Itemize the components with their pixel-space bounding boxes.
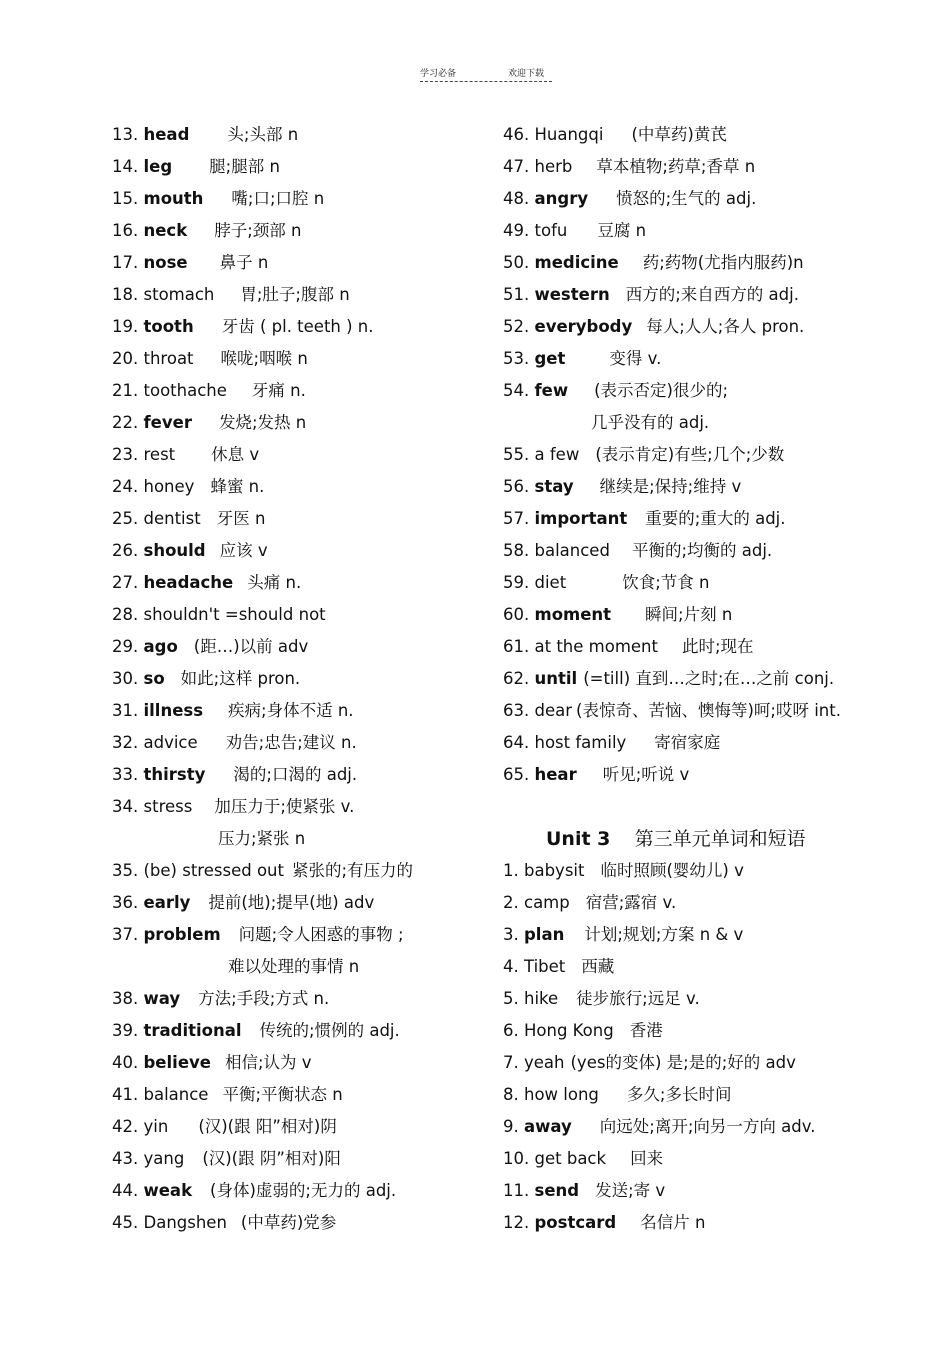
vocab-meaning: 发烧;发热 n [218, 413, 307, 432]
vocab-meaning: 发送;寄 v [595, 1181, 666, 1200]
vocab-word: traditional [143, 1021, 242, 1040]
vocab-meaning: (=till) 直到…之时;在…之前 conj. [583, 669, 835, 688]
vocab-entry [503, 1207, 943, 1239]
right-column-list [503, 119, 943, 791]
right-column [503, 119, 943, 1239]
header-divider [420, 81, 552, 82]
vocab-meaning: 腿;腿部 n [209, 157, 280, 176]
vocab-entry [112, 599, 492, 631]
vocab-number: 61. [503, 637, 530, 656]
vocab-meaning: 劝告;忠告;建议 n. [225, 733, 357, 752]
vocab-word: important [534, 509, 628, 528]
vocab-number: 2. [503, 893, 519, 912]
vocab-entry [503, 1175, 943, 1207]
vocab-entry [503, 1015, 943, 1047]
unit-label: Unit 3 [546, 828, 611, 850]
vocab-entry [503, 759, 943, 791]
vocab-word: angry [534, 189, 589, 208]
vocab-entry [503, 1079, 943, 1111]
vocab-entry [503, 855, 943, 887]
vocab-word: until [534, 669, 578, 688]
vocab-number: 13. [112, 125, 139, 144]
vocab-meaning: 变得 v. [609, 349, 662, 368]
vocab-number: 47. [503, 157, 530, 176]
vocab-word: toothache [143, 381, 227, 400]
vocab-entry [503, 567, 943, 599]
vocab-entry [112, 919, 492, 951]
vocab-word: thirsty [143, 765, 206, 784]
vocab-meaning: 草本植物;药草;香草 n [596, 157, 756, 176]
vocab-word: yin [143, 1117, 169, 1136]
header-left-text: 学习必备 [420, 69, 457, 79]
vocab-meaning: 几乎没有的 adj. [591, 413, 710, 432]
vocab-entry [112, 183, 492, 215]
vocab-number: 18. [112, 285, 139, 304]
vocab-number: 12. [503, 1213, 530, 1232]
vocab-meaning: 向远处;离开;向另一方向 adv. [599, 1117, 816, 1136]
vocab-number: 22. [112, 413, 139, 432]
vocab-entry [112, 503, 492, 535]
vocab-number: 39. [112, 1021, 139, 1040]
vocab-meaning: 临时照顾(婴幼儿) v [600, 861, 744, 880]
vocab-entry [112, 1047, 492, 1079]
vocab-meaning: 计划;规划;方案 n & v [584, 925, 744, 944]
vocab-entry [503, 151, 943, 183]
vocab-word: rest [143, 445, 176, 464]
vocab-word: hear [534, 765, 577, 784]
vocab-entry [503, 599, 943, 631]
vocab-word: shouldn't =should not [143, 605, 326, 624]
vocab-word: tofu [534, 221, 568, 240]
vocab-word: balance [143, 1085, 209, 1104]
vocab-meaning: 多久;多长时间 [626, 1085, 732, 1104]
vocab-entry [503, 119, 943, 151]
vocab-number: 58. [503, 541, 530, 560]
vocab-number: 60. [503, 605, 530, 624]
vocab-entry [503, 183, 943, 215]
vocab-number: 34. [112, 797, 139, 816]
vocab-entry [503, 215, 943, 247]
vocab-entry [112, 983, 492, 1015]
vocab-word: plan [524, 925, 565, 944]
vocab-meaning: 紧张的;有压力的 [291, 861, 414, 880]
vocab-meaning: 每人;人人;各人 pron. [646, 317, 805, 336]
vocab-word: head [143, 125, 190, 144]
vocab-word: dear [534, 701, 573, 720]
vocab-entry [503, 951, 943, 983]
vocab-word: send [534, 1181, 580, 1200]
vocab-entry [503, 695, 943, 727]
vocab-word: moment [534, 605, 612, 624]
vocab-number: 55. [503, 445, 530, 464]
vocab-number: 19. [112, 317, 139, 336]
vocab-entry [112, 727, 492, 759]
vocab-entry [112, 567, 492, 599]
vocab-number: 51. [503, 285, 530, 304]
vocab-meaning: (身体)虚弱的;无力的 adj. [210, 1181, 397, 1200]
vocab-meaning: 方法;手段;方式 n. [198, 989, 330, 1008]
vocab-meaning: (距…)以前 adv [193, 637, 309, 656]
vocab-word: Tibet [524, 957, 566, 976]
unit-title: 第三单元单词和短语 [634, 828, 806, 850]
vocab-number: 8. [503, 1085, 519, 1104]
vocab-word: way [143, 989, 181, 1008]
vocab-number: 17. [112, 253, 139, 272]
vocab-word: so [143, 669, 165, 688]
vocab-word: early [143, 893, 191, 912]
vocab-meaning: 愤怒的;生气的 adj. [616, 189, 757, 208]
vocab-meaning: 平衡的;均衡的 adj. [631, 541, 773, 560]
vocab-number: 46. [503, 125, 530, 144]
vocab-meaning: 渴的;口渴的 adj. [233, 765, 358, 784]
vocab-word: postcard [534, 1213, 617, 1232]
vocab-meaning: 传统的;惯例的 adj. [259, 1021, 400, 1040]
vocab-meaning: 相信;认为 v [224, 1053, 312, 1072]
vocab-number: 41. [112, 1085, 139, 1104]
vocab-entry [112, 1143, 492, 1175]
vocab-word: should [143, 541, 206, 560]
vocab-number: 42. [112, 1117, 139, 1136]
vocab-number: 50. [503, 253, 530, 272]
vocab-entry [503, 887, 943, 919]
vocab-entry [503, 1047, 943, 1079]
vocab-meaning: 压力;紧张 n [218, 829, 306, 848]
vocab-word: believe [143, 1053, 211, 1072]
vocab-number: 20. [112, 349, 139, 368]
vocab-meaning: 应该 v [219, 541, 268, 560]
vocab-number: 53. [503, 349, 530, 368]
vocab-number: 40. [112, 1053, 139, 1072]
vocab-meaning: 头;头部 n [227, 125, 299, 144]
vocab-number: 1. [503, 861, 519, 880]
vocab-meaning: 瞬间;片刻 n [645, 605, 733, 624]
vocab-meaning: 饮食;节食 n [622, 573, 710, 592]
vocab-word: away [524, 1117, 572, 1136]
vocab-meaning: 难以处理的事情 n [228, 957, 360, 976]
vocab-entry [112, 695, 492, 727]
vocab-meaning: 脖子;颈部 n [214, 221, 302, 240]
vocab-word: camp [524, 893, 570, 912]
vocab-meaning: (表示否定)很少的; [594, 381, 729, 400]
vocab-entry [112, 1015, 492, 1047]
vocab-number: 9. [503, 1117, 519, 1136]
vocab-word: stay [534, 477, 574, 496]
vocab-meaning: 如此;这样 pron. [180, 669, 301, 688]
vocab-word: stomach [143, 285, 215, 304]
vocab-entry [503, 1111, 943, 1143]
vocab-entry [112, 791, 492, 823]
vocab-word: Huangqi [534, 125, 604, 144]
vocab-number: 25. [112, 509, 139, 528]
vocab-word: host family [534, 733, 627, 752]
vocab-meaning: 名信片 n [640, 1213, 706, 1232]
vocab-number: 3. [503, 925, 519, 944]
vocab-number: 63. [503, 701, 530, 720]
vocab-meaning: 此时;现在 [681, 637, 754, 656]
vocab-number: 48. [503, 189, 530, 208]
vocab-entry [503, 727, 943, 759]
vocab-word: herb [534, 157, 573, 176]
vocab-entry [112, 663, 492, 695]
vocab-word: diet [534, 573, 567, 592]
vocab-meaning: (汉)(跟 阳”相对)阴 [198, 1117, 337, 1136]
vocab-meaning: (表惊奇、苦恼、懊悔等)呵;哎呀 int. [576, 701, 841, 720]
vocab-meaning: 香港 [629, 1021, 663, 1040]
vocab-entry [112, 631, 492, 663]
vocab-number: 11. [503, 1181, 530, 1200]
vocab-meaning: 宿营;露宿 v. [585, 893, 677, 912]
vocab-meaning: 喉咙;咽喉 n [220, 349, 308, 368]
left-column [112, 119, 492, 1239]
vocab-word: medicine [534, 253, 619, 272]
vocab-word: dentist [143, 509, 201, 528]
vocab-number: 36. [112, 893, 139, 912]
vocab-word: get [534, 349, 566, 368]
vocab-entry [503, 471, 943, 503]
vocab-number: 44. [112, 1181, 139, 1200]
vocab-entry [503, 503, 943, 535]
vocab-word: tooth [143, 317, 194, 336]
vocab-word: (be) stressed out [143, 861, 284, 880]
vocab-meaning: 回来 [630, 1149, 664, 1168]
vocab-entry [503, 983, 943, 1015]
vocab-entry [112, 855, 492, 887]
vocab-word: Hong Kong [524, 1021, 614, 1040]
vocab-number: 24. [112, 477, 139, 496]
vocab-number: 6. [503, 1021, 519, 1040]
vocab-entry [112, 407, 492, 439]
vocab-entry [112, 887, 492, 919]
vocab-number: 4. [503, 957, 519, 976]
vocab-entry [503, 279, 943, 311]
unit-spacer [616, 828, 628, 850]
vocab-word: fever [143, 413, 192, 432]
vocab-number: 33. [112, 765, 139, 784]
vocab-word: balanced [534, 541, 610, 560]
vocab-number: 27. [112, 573, 139, 592]
vocab-number: 38. [112, 989, 139, 1008]
vocab-entry [503, 535, 943, 567]
vocab-entry [503, 631, 943, 663]
vocab-entry [503, 375, 943, 407]
vocab-meaning: 嘴;口;口腔 n [231, 189, 325, 208]
vocab-meaning: 西方的;来自西方的 adj. [625, 285, 799, 304]
vocab-entry [503, 407, 943, 439]
vocab-entry [112, 1207, 492, 1239]
vocab-meaning: (中草药)党参 [240, 1213, 337, 1232]
vocab-word: mouth [143, 189, 204, 208]
vocab-meaning: (yes的变体) 是;是的;好的 adv [570, 1053, 796, 1072]
vocab-word: a few [534, 445, 580, 464]
vocab-entry [503, 311, 943, 343]
vocab-meaning: 继续是;保持;维持 v [599, 477, 742, 496]
vocab-meaning: 听见;听说 v [602, 765, 690, 784]
vocab-number: 32. [112, 733, 139, 752]
vocab-meaning: 休息 v [211, 445, 260, 464]
vocab-meaning: 牙医 n [216, 509, 266, 528]
vocab-number: 29. [112, 637, 139, 656]
vocab-meaning: 徒步旅行;远足 v. [576, 989, 700, 1008]
vocab-meaning: 寄宿家庭 [654, 733, 721, 752]
vocab-number: 10. [503, 1149, 530, 1168]
vocab-meaning: (表示肯定)有些;几个;少数 [595, 445, 785, 464]
vocab-number: 14. [112, 157, 139, 176]
vocab-number: 26. [112, 541, 139, 560]
vocab-word: yeah [524, 1053, 565, 1072]
vocab-number: 31. [112, 701, 139, 720]
vocab-number: 49. [503, 221, 530, 240]
vocab-number: 16. [112, 221, 139, 240]
vocab-word: weak [143, 1181, 193, 1200]
vocab-entry [112, 343, 492, 375]
vocab-meaning: 胃;肚子;腹部 n [240, 285, 350, 304]
vocab-meaning: 重要的;重大的 adj. [645, 509, 786, 528]
vocab-meaning: 牙齿 ( pl. teeth ) n. [221, 317, 374, 336]
vocab-word: yang [143, 1149, 185, 1168]
vocab-number: 21. [112, 381, 139, 400]
vocab-meaning: 牙痛 n. [251, 381, 306, 400]
vocab-entry [503, 919, 943, 951]
vocab-entry [112, 1111, 492, 1143]
vocab-entry [112, 1175, 492, 1207]
vocab-meaning: (汉)(跟 阴”相对)阳 [202, 1149, 341, 1168]
vocab-word: problem [143, 925, 221, 944]
vocab-number: 54. [503, 381, 530, 400]
vocab-number: 35. [112, 861, 139, 880]
vocab-entry [112, 439, 492, 471]
vocab-entry [112, 1079, 492, 1111]
vocab-word: throat [143, 349, 194, 368]
vocab-number: 56. [503, 477, 530, 496]
vocab-number: 45. [112, 1213, 139, 1232]
vocab-meaning: 头痛 n. [247, 573, 302, 592]
vocab-word: nose [143, 253, 188, 272]
unit-heading [503, 791, 943, 855]
vocab-word: few [534, 381, 569, 400]
vocab-word: leg [143, 157, 173, 176]
vocab-word: honey [143, 477, 195, 496]
vocab-meaning: (中草药)黄芪 [631, 125, 727, 144]
vocab-number: 7. [503, 1053, 519, 1072]
vocab-word: headache [143, 573, 234, 592]
vocab-entry [112, 247, 492, 279]
vocab-entry [112, 215, 492, 247]
vocab-meaning: 药;药物(尤指内服药)n [642, 253, 804, 272]
vocab-number: 57. [503, 509, 530, 528]
vocab-number: 65. [503, 765, 530, 784]
vocab-entry [503, 247, 943, 279]
vocab-word: ago [143, 637, 178, 656]
vocab-meaning: 鼻子 n [219, 253, 269, 272]
vocab-meaning: 加压力于;使紧张 v. [214, 797, 355, 816]
vocab-entry [503, 663, 943, 695]
vocab-number: 28. [112, 605, 139, 624]
vocab-number: 59. [503, 573, 530, 592]
vocab-entry [112, 951, 492, 983]
vocab-meaning: 西藏 [581, 957, 615, 976]
vocab-number: 5. [503, 989, 519, 1008]
vocab-word: how long [524, 1085, 599, 1104]
vocab-entry [503, 343, 943, 375]
vocab-entry [112, 471, 492, 503]
vocab-entry [503, 1143, 943, 1175]
vocab-word: Dangshen [143, 1213, 227, 1232]
vocab-entry [112, 375, 492, 407]
vocab-meaning: 提前(地);提早(地) adv [208, 893, 375, 912]
vocab-word: western [534, 285, 610, 304]
vocab-word: babysit [524, 861, 585, 880]
vocab-meaning: 疾病;身体不适 n. [228, 701, 354, 720]
vocab-number: 30. [112, 669, 139, 688]
vocab-entry [112, 279, 492, 311]
vocab-entry [112, 823, 492, 855]
vocab-word: advice [143, 733, 198, 752]
vocab-number: 43. [112, 1149, 139, 1168]
vocab-entry [112, 535, 492, 567]
vocab-meaning: 问题;令人困惑的事物 ; [238, 925, 404, 944]
vocab-meaning: 平衡;平衡状态 n [222, 1085, 343, 1104]
header-right-text: 欢迎下载 [508, 69, 545, 79]
vocab-word: at the moment [534, 637, 658, 656]
vocab-word: illness [143, 701, 204, 720]
vocab-number: 62. [503, 669, 530, 688]
vocab-word: stress [143, 797, 193, 816]
vocab-number: 64. [503, 733, 530, 752]
vocab-entry [112, 119, 492, 151]
vocab-number: 52. [503, 317, 530, 336]
vocab-word: get back [534, 1149, 607, 1168]
vocab-word: hike [524, 989, 559, 1008]
vocab-number: 23. [112, 445, 139, 464]
vocab-number: 15. [112, 189, 139, 208]
vocab-entry [112, 311, 492, 343]
vocab-word: neck [143, 221, 188, 240]
vocab-word: everybody [534, 317, 633, 336]
vocab-entry [503, 439, 943, 471]
vocab-meaning: 蜂蜜 n. [210, 477, 265, 496]
unit3-list [503, 855, 943, 1239]
vocab-entry [112, 151, 492, 183]
vocab-number: 37. [112, 925, 139, 944]
vocab-meaning: 豆腐 n [597, 221, 647, 240]
vocab-entry [112, 759, 492, 791]
